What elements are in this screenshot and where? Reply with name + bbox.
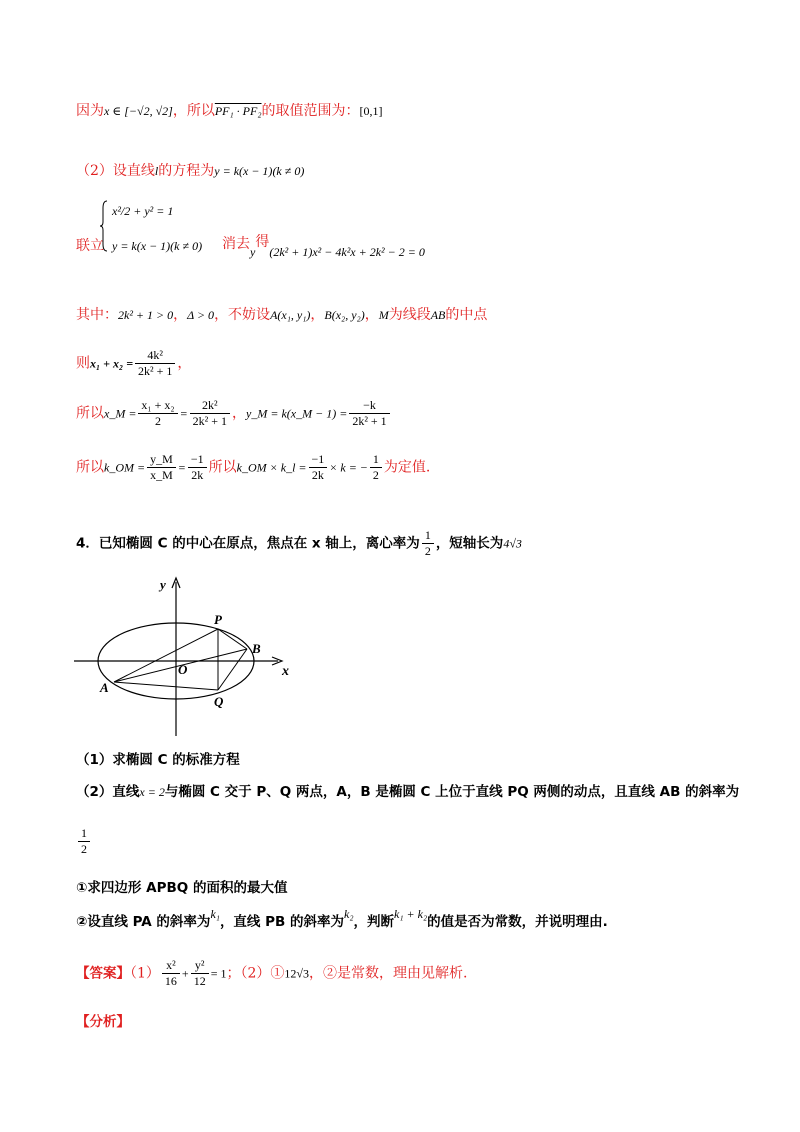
math-times-k: × k = −: [329, 460, 368, 475]
label-b: B: [252, 641, 261, 656]
label-a: A: [100, 680, 109, 695]
math-area-max: 12√3: [284, 966, 309, 981]
q4-text: 4．已知椭圆 C 的中心在原点，焦点在 x 轴上，离心率为: [76, 535, 420, 552]
part-2-text-c: 与椭圆 C 交于 P、Q 两点，A，B 是椭圆 C 上位于直线 PQ 两侧的动点，且直线 AB 的斜率为: [164, 784, 740, 800]
math-k1-k2: k₁ + k₂: [394, 907, 428, 921]
line-sum: [76, 348, 191, 379]
frac-num: x₁ + x₂: [138, 398, 177, 414]
frac-den: 2k² + 1: [192, 414, 228, 428]
frac-y2: [191, 958, 209, 989]
text-so: ，所以: [172, 103, 215, 119]
q4-text2: ，短轴长为: [435, 535, 504, 552]
text-range-is: 的取值范围为：: [261, 103, 360, 119]
math-ym: y_M = k(x_M − 1) =: [246, 406, 348, 421]
math-point-b: B(x₂, y₂): [324, 308, 365, 322]
math-quadratic: (2k² + 1)x² − 4k²x + 2k² − 2 = 0: [269, 245, 425, 259]
math-k-condition: (k ≠ 0): [272, 164, 305, 178]
line-ap: [114, 629, 218, 682]
answer-part2: ；（2）①: [226, 965, 285, 982]
frac-num: 4k²: [135, 348, 175, 364]
line-qa: [114, 682, 218, 690]
math-delta: Δ > 0: [187, 308, 215, 322]
part-2-frac: [76, 826, 92, 857]
math-plus: +: [181, 966, 189, 981]
answer-tag: 【答案】: [76, 965, 130, 982]
math-ab: AB: [430, 308, 446, 322]
frac-num: 1: [78, 826, 90, 842]
math-x2: x = 2: [139, 785, 165, 799]
math-kom: k_OM =: [104, 460, 146, 475]
answer-part2-2: ，②是常数，理由见解析.: [309, 965, 468, 982]
frac-num: −1: [309, 452, 328, 468]
line-set-line: [76, 160, 304, 180]
math-l: l: [154, 164, 159, 178]
frac-den: 2: [81, 842, 87, 856]
math-point-a: A(x₁, y₁): [270, 308, 311, 322]
question-4: [76, 528, 522, 559]
text-comma: ，: [232, 405, 247, 422]
math-x-sum: x₁ + x₂ =: [90, 356, 134, 371]
text-comma3: ，: [364, 307, 379, 323]
part-2-1-text: ①求四边形 APBQ 的面积的最大值: [76, 880, 288, 896]
math-product: k_OM × k_l =: [236, 460, 307, 475]
frac-num: 1: [370, 452, 382, 468]
frac-2: [188, 452, 207, 483]
label-x: x: [282, 664, 289, 679]
frac-den: 12: [193, 974, 206, 988]
system-eq1: [112, 203, 173, 219]
label-p: P: [214, 612, 222, 627]
frac-1: [147, 452, 176, 483]
frac-4: [370, 452, 382, 483]
frac-den: 16: [164, 974, 177, 988]
frac-den: 2: [154, 414, 161, 428]
math-eq: =: [177, 460, 186, 475]
frac-den: 2k² + 1: [352, 414, 387, 428]
line-midpoint-coords: [76, 398, 392, 429]
frac-num: x²: [162, 958, 180, 974]
math-line-eq2: y = k(x − 1)(k ≠ 0): [112, 239, 203, 253]
text-obtain: 得: [255, 234, 270, 250]
line-slope-product: [76, 452, 430, 483]
label-y: y: [160, 577, 166, 592]
frac-num: −1: [188, 452, 207, 468]
text-where: 其中：: [76, 307, 118, 323]
text-eliminate: 消去: [222, 236, 250, 252]
frac-num: −k: [349, 398, 389, 414]
math-range-value: [0,1]: [359, 104, 383, 118]
system-eq2: [112, 238, 202, 254]
line-eliminate: [222, 233, 250, 253]
frac-num: 2k²: [190, 398, 230, 414]
math-cond1: 2k² + 1 > 0: [118, 308, 174, 322]
frac-den: 2k: [191, 468, 204, 482]
frac-3: [309, 452, 328, 483]
part-2-2-text-a: ②设直线 PA 的斜率为: [76, 914, 211, 930]
text-so: 所以: [76, 459, 104, 476]
brace-icon: [100, 200, 108, 252]
text-set-line: （2）设直线: [76, 163, 155, 179]
math-y: y: [250, 245, 256, 259]
text-comma: ，: [177, 355, 192, 372]
math-line-eq: y = k(x − 1): [214, 164, 273, 178]
part-2-2: [76, 907, 608, 930]
analysis-line: [76, 1010, 130, 1030]
text-because: 因为: [76, 103, 104, 119]
label-o: O: [178, 662, 188, 677]
math-eq-1: = 1: [210, 966, 227, 981]
text-so: 所以: [76, 405, 104, 422]
part-2-1: [76, 876, 287, 896]
line-pb: [218, 629, 247, 649]
frac-sum: [135, 348, 175, 379]
frac-den: 2: [372, 468, 379, 482]
math-minor-axis: 4√3: [503, 536, 522, 551]
part-2-text-a: （2）直线: [76, 784, 140, 800]
part-2-2-text-g: 的值是否为常数，并说明理由.: [427, 914, 608, 930]
text-comma1: ，: [173, 307, 188, 323]
part-1: [76, 748, 240, 768]
frac-1: [138, 398, 177, 429]
text-midpoint: 的中点: [445, 307, 488, 323]
line-quadratic: [250, 234, 425, 261]
text-comma2: ，: [310, 307, 325, 323]
part-2-2-text-c: ，直线 PB 的斜率为: [219, 914, 345, 930]
math-ellipse-eq: x²/2 + y² = 1: [112, 204, 174, 218]
text-simultaneous: 联立: [76, 238, 104, 254]
frac-num: y_M: [147, 452, 176, 468]
math-eq: =: [179, 406, 188, 421]
text-segment: 为线段: [388, 307, 431, 323]
text-then: 则: [76, 355, 90, 372]
frac-num: 1: [422, 528, 434, 544]
line-range: [76, 100, 383, 120]
frac-x2: [162, 958, 180, 989]
frac-den: x_M: [150, 468, 173, 482]
frac-eccentricity: [422, 528, 434, 559]
math-dot-product: PF₁ · PF₂: [214, 104, 262, 118]
text-constant: 为定值.: [383, 459, 431, 476]
frac-slope: [78, 826, 90, 857]
math-x-range: x ∈ [−√2, √2]: [104, 104, 173, 118]
analysis-tag: 【分析】: [76, 1014, 130, 1030]
frac-3: [349, 398, 389, 429]
frac-2: [190, 398, 230, 429]
text-so2: 所以: [208, 459, 237, 476]
frac-den: 2k² + 1: [138, 364, 173, 378]
answer-part1: （1）: [130, 965, 160, 982]
part-2-2-text-e: ，判断: [353, 914, 395, 930]
part-2: [76, 780, 739, 800]
math-k2: k₂: [344, 907, 354, 921]
math-k1: k₁: [210, 907, 220, 921]
text-assume: ，不妨设: [214, 307, 271, 323]
part-1-text: （1）求椭圆 C 的标准方程: [76, 752, 240, 768]
math-m: M: [378, 308, 389, 322]
frac-den: 2: [424, 544, 431, 558]
text-equation-is: 的方程为: [158, 163, 215, 179]
answer-line: [76, 958, 467, 989]
frac-num: y²: [191, 958, 209, 974]
line-where: [76, 304, 487, 324]
frac-den: 2k: [311, 468, 324, 482]
math-xm: x_M =: [104, 406, 137, 421]
label-q: Q: [214, 694, 224, 709]
ellipse-figure: [70, 572, 300, 737]
